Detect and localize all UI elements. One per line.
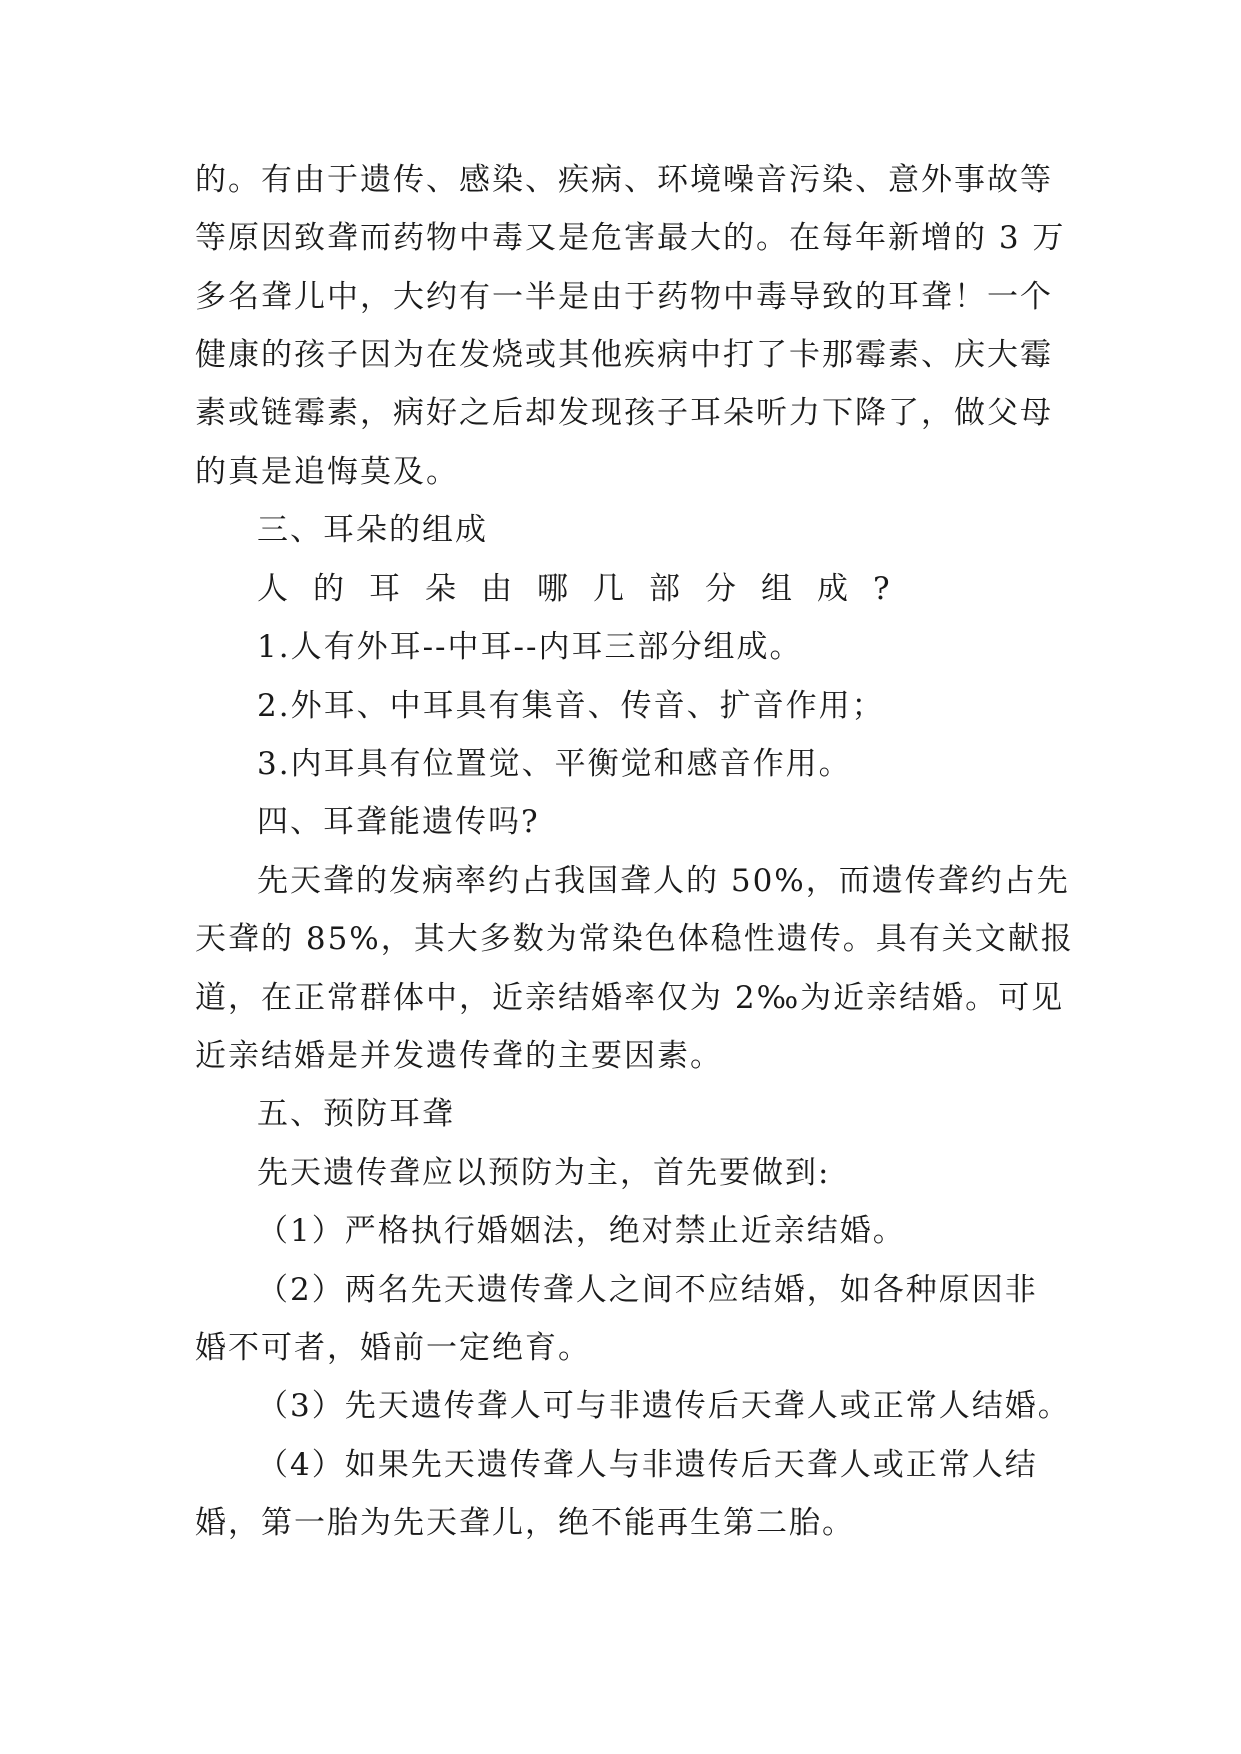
paragraph-line: 多名聋儿中，大约有一半是由于药物中毒导致的耳聋！一个 bbox=[195, 279, 1053, 315]
paragraph-line: 素或链霉素，病好之后却发现孩子耳朵听力下降了，做父母 bbox=[195, 395, 1053, 431]
section-heading-5: 五、预防耳聋 bbox=[257, 1096, 455, 1132]
paragraph-line: 健康的孩子因为在发烧或其他疾病中打了卡那霉素、庆大霉 bbox=[195, 337, 1053, 373]
paragraph-line: 先天聋的发病率约占我国聋人的 50%，而遗传聋约占先 bbox=[257, 863, 1070, 899]
paragraph-line: 等原因致聋而药物中毒又是危害最大的。在每年新增的 3 万 bbox=[195, 220, 1066, 256]
question-line: 人的耳朵由哪几部分组成? bbox=[257, 571, 915, 607]
paragraph-line: 道，在正常群体中，近亲结婚率仅为 2‰为近亲结婚。可见 bbox=[195, 980, 1065, 1016]
list-item: 3.内耳具有位置觉、平衡觉和感音作用。 bbox=[257, 746, 852, 782]
section-heading-3: 三、耳朵的组成 bbox=[257, 512, 488, 548]
paragraph-line: 的真是追悔莫及。 bbox=[195, 454, 459, 490]
list-item: 1.人有外耳--中耳--内耳三部分组成。 bbox=[257, 629, 803, 665]
list-item: （3）先天遗传聋人可与非遗传后天聋人或正常人结婚。 bbox=[257, 1388, 1071, 1424]
paragraph-line: 天聋的 85%，其大多数为常染色体稳性遗传。具有关文献报 bbox=[195, 921, 1074, 957]
list-item-continuation: 婚，第一胎为先天聋儿，绝不能再生第二胎。 bbox=[195, 1505, 855, 1541]
list-item: 2.外耳、中耳具有集音、传音、扩音作用； bbox=[257, 688, 885, 724]
list-item: （4）如果先天遗传聋人与非遗传后天聋人或正常人结 bbox=[257, 1447, 1038, 1483]
section-heading-4: 四、耳聋能遗传吗? bbox=[257, 804, 540, 840]
paragraph-line: 的。有由于遗传、感染、疾病、环境噪音污染、意外事故等 bbox=[195, 162, 1053, 198]
list-item-continuation: 婚不可者，婚前一定绝育。 bbox=[195, 1330, 591, 1366]
paragraph-line: 先天遗传聋应以预防为主，首先要做到: bbox=[257, 1155, 831, 1191]
list-item: （1）严格执行婚姻法，绝对禁止近亲结婚。 bbox=[257, 1213, 906, 1249]
list-item: （2）两名先天遗传聋人之间不应结婚，如各种原因非 bbox=[257, 1272, 1038, 1308]
paragraph-line: 近亲结婚是并发遗传聋的主要因素。 bbox=[195, 1038, 723, 1074]
